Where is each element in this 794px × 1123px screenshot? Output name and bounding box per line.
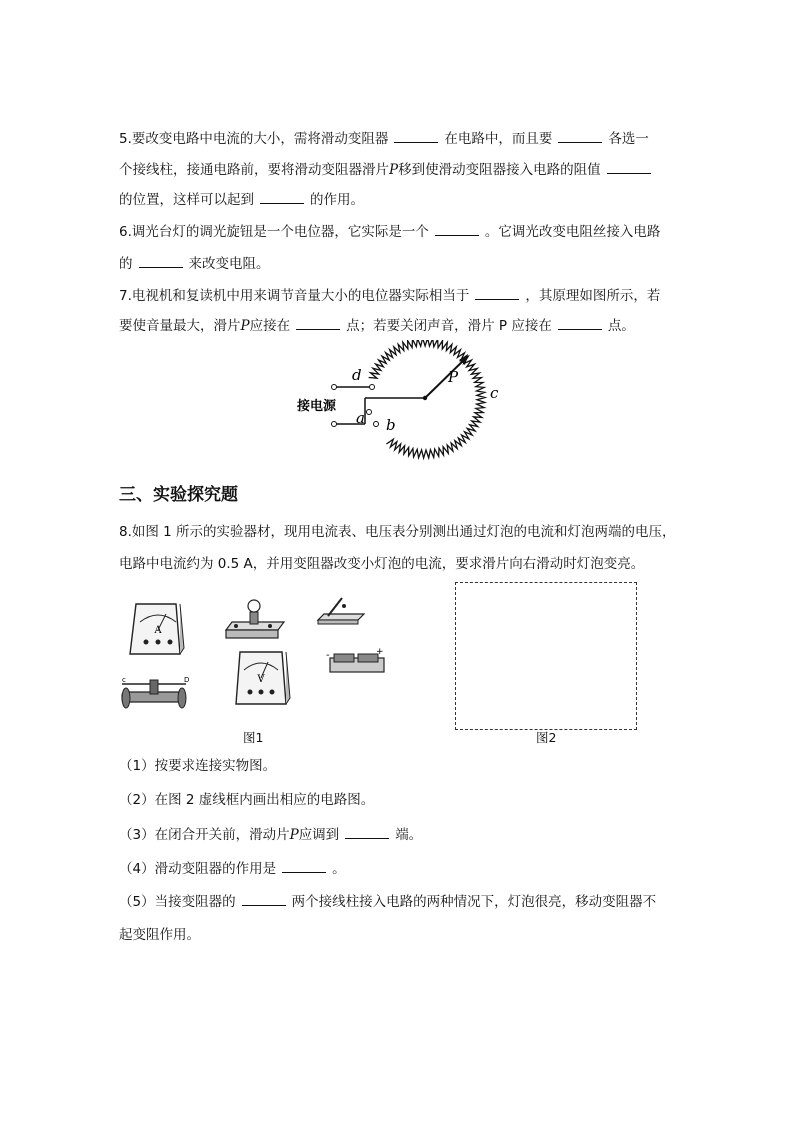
- terminal-d: [332, 385, 337, 390]
- q8-line-1: 8.如图 1 所示的实验器材，现用电流表、电压表分别测出通过灯泡的电流和灯泡两端的电压，: [119, 524, 676, 540]
- q8-text: 端。: [395, 827, 423, 843]
- slider-p-symbol: P: [389, 162, 399, 178]
- answer-blank[interactable]: [394, 130, 438, 143]
- q6-line-1: [119, 222, 660, 242]
- q8-sub-4: [119, 859, 346, 879]
- contact-b: [374, 422, 379, 427]
- q7-text: 7.电视机和复读机中用来调节音量大小的电位器实际相当于: [119, 288, 470, 304]
- slider-p-symbol: P: [289, 827, 299, 843]
- apparatus-figure: [118, 592, 398, 728]
- q8-text: （3）在闭合开关前，滑动片: [119, 827, 290, 843]
- q5-text: 的位置，这样可以起到: [119, 192, 254, 208]
- q5-text: 各选一: [608, 131, 649, 147]
- svg-text:+: +: [376, 647, 384, 657]
- fig2-caption: 图2: [536, 730, 557, 745]
- terminal-a: [332, 422, 337, 427]
- answer-blank[interactable]: [475, 287, 519, 300]
- label-p: P: [448, 368, 459, 386]
- label-source: 接电源: [297, 399, 337, 414]
- q7-text: 要使音量最大，滑片: [119, 318, 241, 334]
- q5-line-2: [119, 160, 657, 180]
- q8-text: 应调到: [298, 827, 340, 843]
- slider-p-symbol: P: [240, 318, 250, 334]
- q8-sub-5-cont: 起变阻作用。: [119, 927, 200, 943]
- q5-text: 的作用。: [310, 192, 364, 208]
- slider-arm: [425, 356, 468, 398]
- answer-blank[interactable]: [558, 317, 602, 330]
- answer-blank[interactable]: [558, 130, 602, 143]
- q7-line-1: [119, 286, 660, 306]
- q8-sub-1: （1）按要求连接实物图。: [119, 758, 277, 774]
- q5-line-1: [119, 129, 649, 149]
- q6-text: 6.调光台灯的调光旋钮是一个电位器，它实际是一个: [119, 224, 429, 240]
- q7-text: 点。: [607, 318, 635, 334]
- svg-text:c: c: [122, 676, 126, 684]
- q5-line-3: [119, 190, 364, 210]
- q8-sub-3: [119, 825, 422, 845]
- potentiometer-figure: [290, 340, 510, 470]
- ammeter-label: A: [154, 625, 162, 636]
- q5-text: 在电路中，而且要: [444, 131, 553, 147]
- q8-sub-2: （2）在图 2 虚线框内画出相应的电路图。: [119, 792, 375, 808]
- answer-blank[interactable]: [296, 317, 340, 330]
- section-title: 三、实验探究题: [119, 485, 238, 505]
- q7-line-2: [119, 316, 635, 336]
- q5-text: 移到使滑动变阻器接入电路的阻值: [398, 162, 601, 178]
- circuit-drawing-box[interactable]: [455, 582, 637, 730]
- q6-text: 的: [119, 256, 133, 272]
- q7-text: 应接在: [249, 318, 291, 334]
- rheostat-icon: [122, 676, 189, 708]
- voltmeter-label: V: [257, 674, 265, 685]
- answer-blank[interactable]: [260, 191, 304, 204]
- q6-line-2: [119, 254, 270, 274]
- q5-text: 5.要改变电路中电流的大小，需将滑动变阻器: [119, 131, 389, 147]
- q8-sub-5: [119, 892, 656, 912]
- answer-blank[interactable]: [607, 161, 651, 174]
- label-d: d: [352, 366, 362, 384]
- answer-blank[interactable]: [345, 826, 389, 839]
- q8-text: （5）当接变阻器的: [119, 894, 236, 910]
- center-pivot: [423, 396, 427, 400]
- fig1-caption: 图1: [243, 730, 264, 745]
- q6-text: 。它调光改变电阻丝接入电路: [484, 224, 661, 240]
- svg-text:-: -: [326, 650, 330, 661]
- label-b: b: [386, 416, 396, 434]
- q6-text: 来改变电阻。: [188, 256, 270, 272]
- q5-text: 个接线柱，接通电路前，要将滑动变阻器滑片: [119, 162, 389, 178]
- q7-text: ，其原理如图所示，若: [525, 288, 661, 304]
- contact-a: [367, 410, 372, 415]
- switch-icon: [318, 598, 364, 624]
- q8-text: 。: [332, 861, 346, 877]
- answer-blank[interactable]: [435, 223, 479, 236]
- q7-text: 点；若要关闭声音，滑片 P 应接在: [346, 318, 552, 334]
- svg-text:D: D: [184, 676, 190, 684]
- contact-d: [370, 385, 375, 390]
- answer-blank[interactable]: [139, 255, 183, 268]
- label-a: a: [356, 409, 365, 427]
- bulb-icon: [226, 600, 284, 638]
- q8-line-2: 电路中电流约为 0.5 A，并用变阻器改变小灯泡的电流，要求滑片向右滑动时灯泡变亮。: [119, 556, 645, 572]
- q8-text: 两个接线柱接入电路的两种情况下，灯泡很亮，移动变阻器不: [291, 894, 657, 910]
- q8-text: （4）滑动变阻器的作用是: [119, 861, 277, 877]
- label-c: c: [490, 384, 499, 402]
- battery-icon: [326, 647, 384, 672]
- answer-blank[interactable]: [282, 860, 326, 873]
- answer-blank[interactable]: [242, 893, 286, 906]
